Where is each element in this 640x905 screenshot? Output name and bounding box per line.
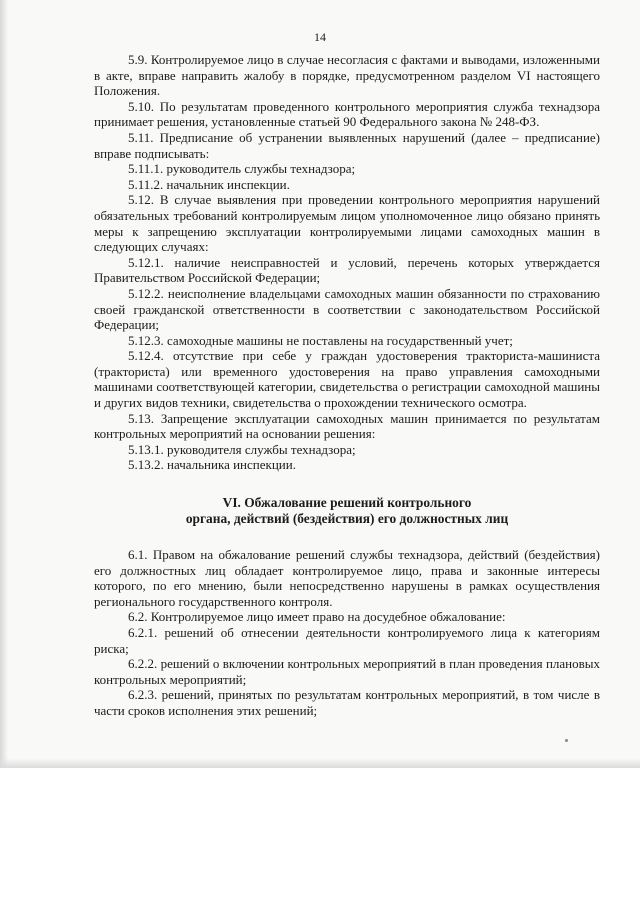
paragraph-6-2-2: 6.2.2. решений о включении контрольных мероприятий в план проведения плановых контрольных мероприятий; <box>94 656 600 687</box>
scan-speck <box>565 739 568 742</box>
document-body <box>94 52 600 719</box>
scan-bottom-edge <box>0 758 640 768</box>
paragraph-5-13: 5.13. Запрещение эксплуатации самоходных машин принимается по результатам контрольных мероприятий на основании решения: <box>94 410 600 442</box>
paragraph-5-10: 5.10. По результатам проведенного контрольного мероприятия служба технадзора принимает решения, установленные статьей 90 Федерального закона № 248-ФЗ. <box>94 98 600 130</box>
paragraph-5-12-4: 5.12.4. отсутствие при себе у граждан удостоверения тракториста-машиниста (тракториста) или временного удостоверения на право управления самоходными машинами соответствующей категории, свидетельства о регистрации самоходной машины и других видов техники, свидетельства о прохождении технического осмотра. <box>94 348 600 411</box>
paragraph-5-13-2: 5.13.2. начальника инспекции. <box>128 457 296 473</box>
paragraph-5-12: 5.12. В случае выявления при проведении контрольного мероприятия нарушений обязательных требований контролируемым лицом уполномоченное лицо обязано принять меры к запрещению эксплуатации контролируемыми лицами самоходных машин в следующих случаях: <box>94 192 600 255</box>
paragraph-5-9: 5.9. Контролируемое лицо в случае несогласия с фактами и выводами, изложенными в акте, вправе направить жалобу в порядке, предусмотренном разделом VI настоящего Положения. <box>94 52 600 99</box>
paragraph-6-2-1: 6.2.1. решений об отнесении деятельности контролируемого лица к категориям риска; <box>94 625 600 656</box>
paragraph-5-12-3: 5.12.3. самоходные машины не поставлены на государственный учет; <box>128 332 513 348</box>
section-heading-line-2: органа, действий (бездействия) его должностных лиц <box>185 511 509 527</box>
paragraph-5-13-1: 5.13.1. руководителя службы технадзора; <box>128 441 356 457</box>
paragraph-5-11: 5.11. Предписание об устранении выявленных нарушений (далее – предписание) вправе подписывать: <box>94 129 600 161</box>
paragraph-6-2-3: 6.2.3. решений, принятых по результатам контрольных мероприятий, в том числе в части сроков исполнения этих решений; <box>94 687 600 718</box>
paragraph-5-12-1: 5.12.1. наличие неисправностей и условий, перечень которых утверждается Правительством Российской Федерации; <box>94 254 600 286</box>
page-number: 14 <box>314 30 326 44</box>
paragraph-5-11-1: 5.11.1. руководитель службы технадзора; <box>128 161 356 177</box>
paragraph-6-2: 6.2. Контролируемое лицо имеет право на досудебное обжалование: <box>128 609 506 625</box>
scan-edge-shadow <box>0 0 8 768</box>
section-heading <box>94 495 600 527</box>
paragraph-5-11-2: 5.11.2. начальник инспекции. <box>128 176 290 192</box>
section-heading-line-1: VI. Обжалование решений контрольного <box>222 495 472 511</box>
paragraph-5-12-2: 5.12.2. неисполнение владельцами самоходных машин обязанности по страхованию своей гражданской ответственности в соответствии с законодательством Российской Федерации; <box>94 285 600 333</box>
paragraph-6-1: 6.1. Правом на обжалование решений службы технадзора, действий (бездействия) его должностных лиц обладает контролируемое лицо, права и законные интересы которого, по его мнению, были непосредственно нарушены в рамках осуществления регионального государственного контроля. <box>94 547 600 609</box>
